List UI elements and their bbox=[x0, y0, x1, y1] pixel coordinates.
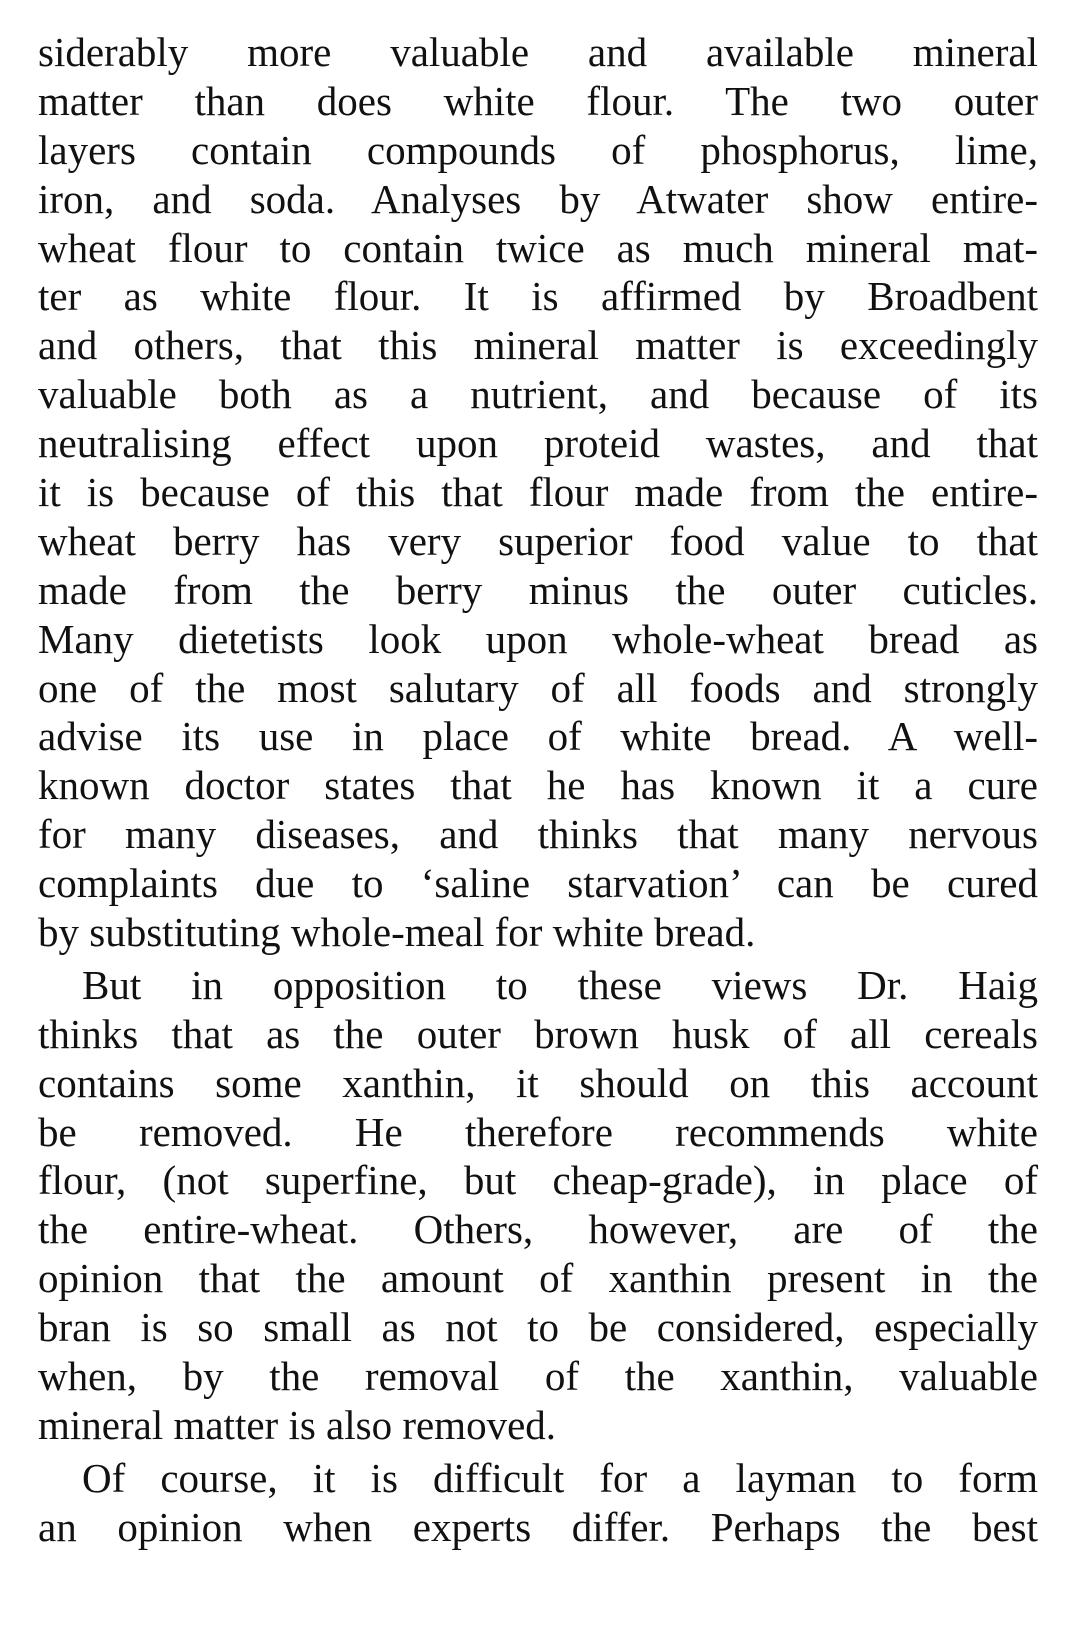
text-line: complaints due to ‘saline starvation’ can be cured bbox=[38, 860, 1038, 907]
text-line: valuable both as a nutrient, and because of its bbox=[38, 371, 1038, 418]
text-line: by substituting whole-meal for white bread. bbox=[38, 909, 756, 956]
text-line: matter than does white flour. The two outer bbox=[38, 77, 1038, 124]
text-line: it is because of this that flour made from the entire- bbox=[38, 469, 1038, 516]
paragraph-1 bbox=[38, 28, 1038, 957]
text-line: wheat flour to contain twice as much mineral mat- bbox=[38, 224, 1038, 271]
text-line: bran is so small as not to be considered, especially bbox=[38, 1304, 1038, 1351]
text-line: But in opposition to these views Dr. Haig bbox=[82, 961, 1038, 1008]
text-line: layers contain compounds of phosphorus, lime, bbox=[38, 126, 1038, 173]
text-line: the entire-wheat. Others, however, are of the bbox=[38, 1206, 1038, 1253]
text-line: contains some xanthin, it should on this account bbox=[38, 1059, 1038, 1106]
text-line: and others, that this mineral matter is exceedingly bbox=[38, 322, 1038, 369]
text-line: mineral matter is also removed. bbox=[38, 1401, 557, 1448]
text-line: for many diseases, and thinks that many nervous bbox=[38, 811, 1038, 858]
text-line: flour, (not superfine, but cheap-grade), in place of bbox=[38, 1157, 1038, 1204]
text-line: neutralising effect upon proteid wastes, and that bbox=[38, 420, 1038, 467]
text-line: an opinion when experts differ. Perhaps the best bbox=[38, 1503, 1038, 1550]
paragraph-3 bbox=[38, 1454, 1038, 1552]
text-line: thinks that as the outer brown husk of all cereals bbox=[38, 1010, 1038, 1057]
text-line: be removed. He therefore recommends white bbox=[38, 1108, 1038, 1155]
text-line: known doctor states that he has known it a cure bbox=[38, 762, 1038, 809]
text-line: advise its use in place of white bread. A well- bbox=[38, 713, 1038, 760]
text-line: ter as white flour. It is affirmed by Broadbent bbox=[38, 273, 1038, 320]
text-line: siderably more valuable and available mineral bbox=[38, 29, 1038, 75]
text-line: one of the most salutary of all foods and strongly bbox=[38, 664, 1038, 711]
paragraph-2 bbox=[38, 961, 1038, 1450]
text-line: made from the berry minus the outer cuticles. bbox=[38, 566, 1038, 613]
text-line: Of course, it is difficult for a layman to form bbox=[82, 1454, 1038, 1501]
book-page bbox=[38, 28, 1038, 1552]
text-line: iron, and soda. Analyses by Atwater show entire- bbox=[38, 175, 1038, 222]
text-line: wheat berry has very superior food value to that bbox=[38, 517, 1038, 564]
text-line: when, by the removal of the xanthin, valuable bbox=[38, 1353, 1038, 1400]
text-line: Many dietetists look upon whole-wheat bread as bbox=[38, 615, 1038, 662]
text-line: opinion that the amount of xanthin present in the bbox=[38, 1255, 1038, 1302]
